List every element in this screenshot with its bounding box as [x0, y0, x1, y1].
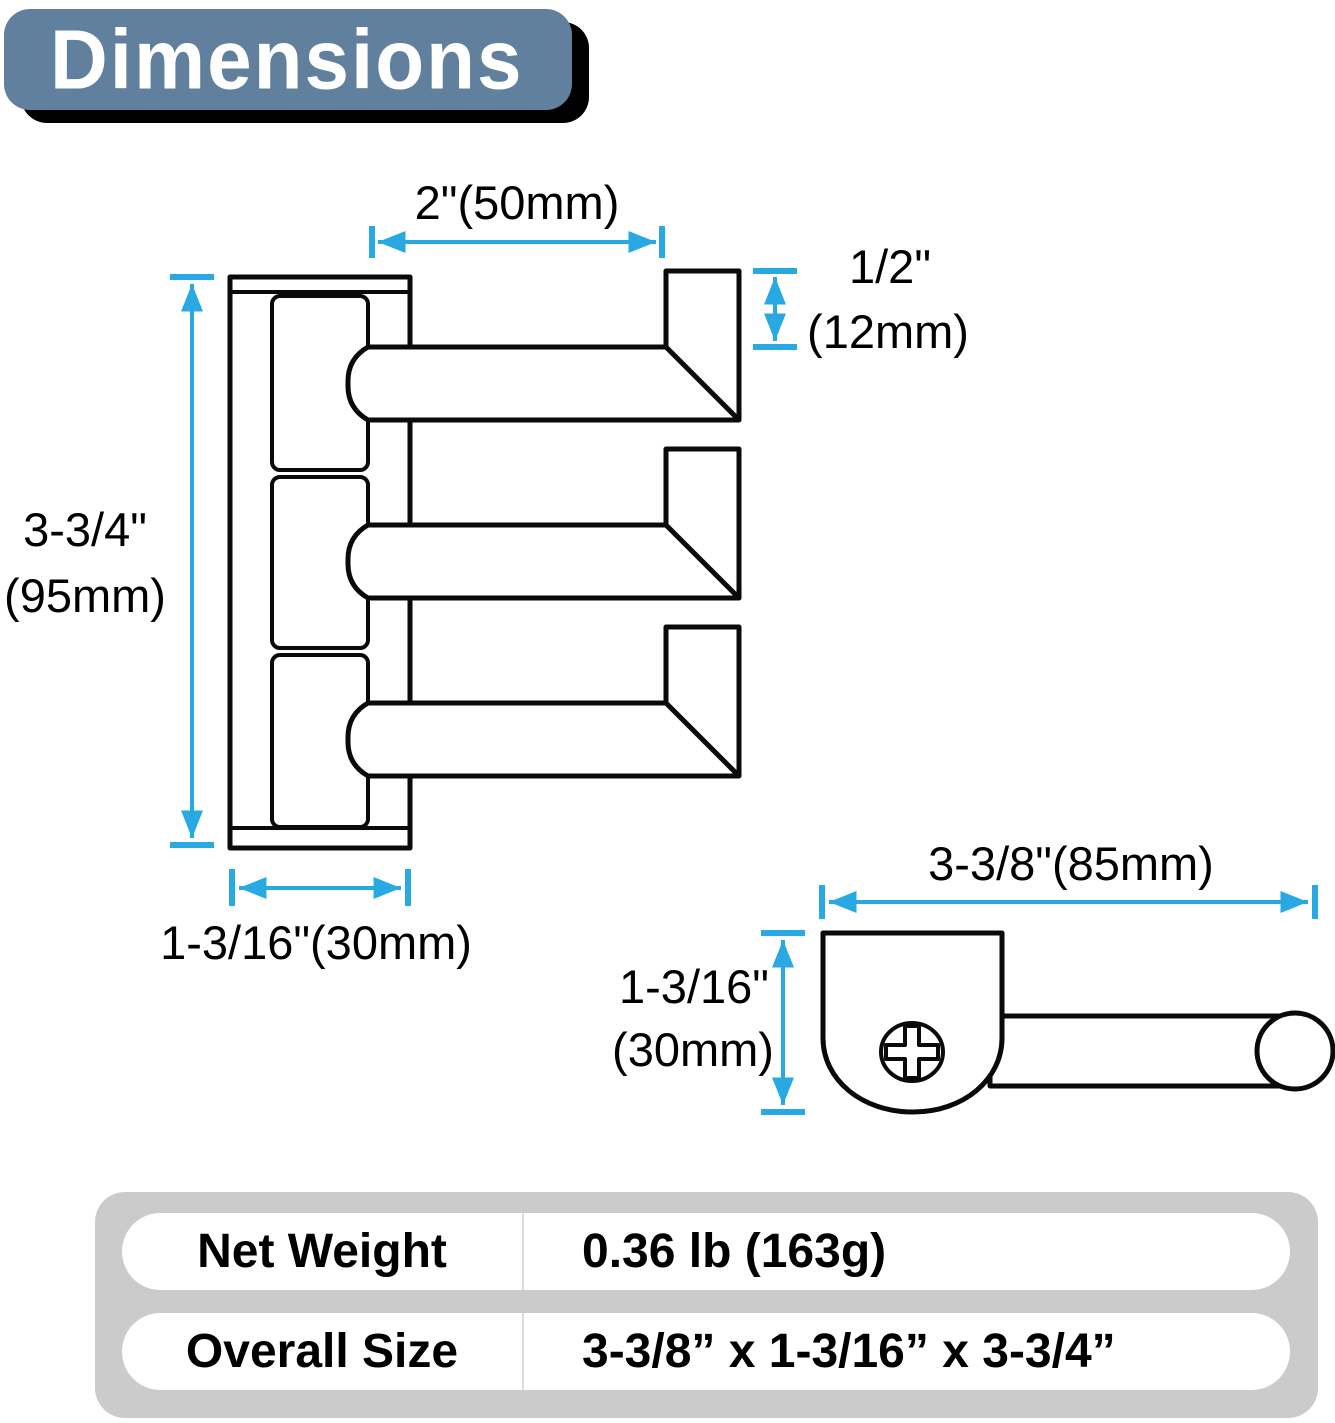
label-arm-length: 2"(50mm)	[414, 176, 620, 229]
label-side-height-mm: (30mm)	[612, 1023, 774, 1076]
dim-tip-height	[753, 271, 797, 347]
overall-size-label: Overall Size	[185, 1325, 459, 1378]
dim-side-length	[822, 885, 1315, 919]
table-row	[122, 1313, 1290, 1390]
label-tip-height-mm: (12mm)	[807, 305, 969, 358]
table-row	[122, 1213, 1290, 1290]
label-base-width: 1-3/16"(30mm)	[160, 916, 472, 969]
dim-base-width	[232, 869, 408, 906]
dimension-labels	[4, 176, 1214, 1076]
dim-overall-height	[170, 277, 214, 845]
dim-arm-length	[372, 226, 662, 258]
side-view-drawing	[823, 933, 1333, 1112]
page-title: Dimensions	[50, 11, 524, 107]
label-tip-height-in: 1/2"	[848, 240, 932, 293]
label-side-length: 3-3/8"(85mm)	[928, 837, 1214, 890]
label-overall-height-in: 3-3/4"	[23, 503, 147, 556]
side-arm-end-cap	[1257, 1013, 1333, 1089]
front-view-drawing	[230, 271, 739, 848]
net-weight-label: Net Weight	[197, 1225, 447, 1278]
side-arm-bar	[990, 1016, 1290, 1086]
net-weight-value: 0.36 lb (163g)	[522, 1213, 1290, 1290]
overall-size-value: 3-3/8” x 1-3/16” x 3-3/4”	[522, 1313, 1290, 1390]
spec-table	[95, 1192, 1318, 1418]
label-side-height-in: 1-3/16"	[619, 960, 769, 1013]
label-overall-height-mm: (95mm)	[4, 569, 166, 622]
